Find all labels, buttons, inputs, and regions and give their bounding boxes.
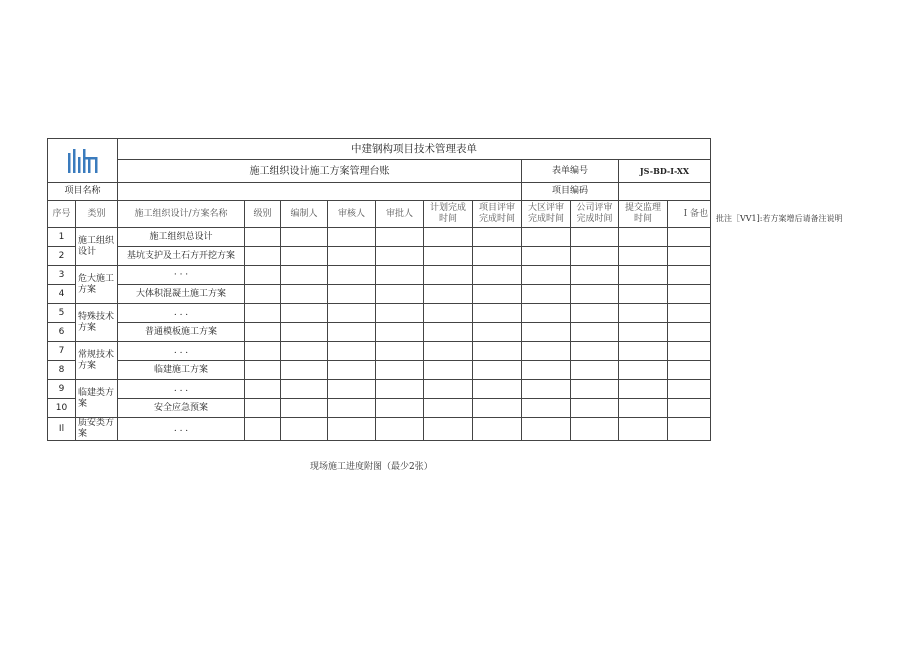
data-cell[interactable] [245,361,281,380]
category-cell: 临建类方案 [76,380,118,418]
data-cell[interactable] [245,418,281,441]
col-header-level: 级别 [245,201,281,228]
form-title: 施工组织设计施工方案管理台账 [118,160,522,183]
col-header-reviewer: 审核人 [328,201,376,228]
data-cell[interactable] [668,361,711,380]
data-cell[interactable] [424,399,473,418]
data-cell[interactable] [522,323,571,342]
data-cell[interactable] [245,304,281,323]
category-cell: 危大施工方案 [76,266,118,304]
row-number: 3 [48,266,76,285]
row-number: 1 [48,228,76,247]
data-cell[interactable] [328,285,376,304]
company-logo-icon [66,147,100,175]
form-table [47,138,711,441]
col-header-author: 编制人 [281,201,328,228]
data-cell[interactable] [522,247,571,266]
table-row [48,418,711,441]
col-header-category: 类别 [76,201,118,228]
data-cell[interactable] [473,228,522,247]
data-cell[interactable] [424,342,473,361]
data-cell[interactable] [668,285,711,304]
data-cell[interactable] [281,342,328,361]
data-cell[interactable] [328,247,376,266]
data-cell[interactable] [281,266,328,285]
data-cell[interactable] [328,361,376,380]
data-cell[interactable] [328,228,376,247]
data-cell[interactable] [473,285,522,304]
data-cell[interactable] [328,304,376,323]
data-cell[interactable] [668,304,711,323]
data-cell[interactable] [619,285,668,304]
row-number: 5 [48,304,76,323]
data-cell[interactable] [522,399,571,418]
table-row [48,399,711,418]
data-cell[interactable] [668,323,711,342]
data-cell[interactable] [424,285,473,304]
data-cell[interactable] [245,247,281,266]
data-cell[interactable] [473,323,522,342]
data-cell[interactable] [376,380,424,399]
data-cell[interactable] [571,399,619,418]
data-cell[interactable] [245,323,281,342]
plan-name: . . . [118,380,245,399]
plan-name: 安全应急预案 [118,399,245,418]
table-row [48,342,711,361]
data-cell[interactable] [522,285,571,304]
data-cell[interactable] [245,342,281,361]
data-cell[interactable] [473,418,522,441]
category-cell: 施工组织设计 [76,228,118,266]
data-cell[interactable] [668,266,711,285]
col-header-planned-date: 计划完成时间 [424,201,473,228]
data-cell[interactable] [668,418,711,441]
row-number: 10 [48,399,76,418]
data-cell[interactable] [619,228,668,247]
data-cell[interactable] [473,304,522,323]
data-cell[interactable] [619,266,668,285]
col-header-company-review: 公司评审完成时间 [571,201,619,228]
data-cell[interactable] [376,304,424,323]
data-cell[interactable] [376,342,424,361]
data-cell[interactable] [376,399,424,418]
management-form [47,138,710,441]
data-cell[interactable] [522,342,571,361]
data-cell[interactable] [376,285,424,304]
data-cell[interactable] [376,323,424,342]
data-cell[interactable] [571,285,619,304]
plan-name: . . . [118,418,245,441]
data-cell[interactable] [424,228,473,247]
data-cell[interactable] [668,228,711,247]
data-cell[interactable] [571,247,619,266]
data-cell[interactable] [245,399,281,418]
project-code-label: 项目编码 [522,183,619,201]
data-cell[interactable] [245,285,281,304]
data-cell[interactable] [473,266,522,285]
col-header-approver: 审批人 [376,201,424,228]
plan-name: 临建施工方案 [118,361,245,380]
data-cell[interactable] [424,304,473,323]
data-cell[interactable] [376,361,424,380]
data-cell[interactable] [619,342,668,361]
data-cell[interactable] [522,418,571,441]
data-cell[interactable] [328,418,376,441]
data-cell[interactable] [473,380,522,399]
side-comment: 批注［VV1]:若方案增后请备注说明 [716,214,843,223]
attachment-caption: 现场施工进度附图（最少2张） [310,462,433,472]
form-no-label: 表单编号 [522,160,619,183]
table-row [48,304,711,323]
col-header-name: 施工组织设计/方案名称 [118,201,245,228]
data-cell[interactable] [281,380,328,399]
data-cell[interactable] [668,342,711,361]
data-cell[interactable] [571,380,619,399]
col-header-region-review: 大区评审完成时间 [522,201,571,228]
data-cell[interactable] [281,399,328,418]
data-cell[interactable] [281,304,328,323]
category-cell: 常规技术方案 [76,342,118,380]
column-header-row [48,201,711,228]
row-number: 8 [48,361,76,380]
data-cell[interactable] [328,342,376,361]
data-cell[interactable] [376,247,424,266]
table-row [48,323,711,342]
form-no-value: JS-BD-I-XX [619,160,711,183]
table-row [48,285,711,304]
project-name-label: 项目名称 [48,183,118,201]
data-cell[interactable] [245,380,281,399]
project-code-value[interactable] [619,183,711,201]
row-number: Il [48,418,76,441]
data-cell[interactable] [245,266,281,285]
data-cell[interactable] [245,228,281,247]
table-row [48,228,711,247]
data-cell[interactable] [281,323,328,342]
plan-name: 基坑支护及土石方开挖方案 [118,247,245,266]
plan-name: . . . [118,304,245,323]
data-cell[interactable] [473,342,522,361]
row-number: 2 [48,247,76,266]
table-row [48,361,711,380]
row-number: 7 [48,342,76,361]
project-name-value[interactable] [118,183,522,201]
data-cell[interactable] [522,304,571,323]
data-cell[interactable] [571,228,619,247]
table-row [48,247,711,266]
data-cell[interactable] [473,247,522,266]
data-cell[interactable] [424,380,473,399]
data-cell[interactable] [619,304,668,323]
data-cell[interactable] [281,247,328,266]
data-cell[interactable] [571,361,619,380]
table-body [48,228,711,441]
col-header-remark: I 备也 [668,201,711,228]
data-cell[interactable] [473,399,522,418]
data-cell[interactable] [376,418,424,441]
data-cell[interactable] [522,228,571,247]
category-cell: 特殊技术方案 [76,304,118,342]
data-cell[interactable] [619,247,668,266]
row-number: 6 [48,323,76,342]
table-row [48,380,711,399]
plan-name: 施工组织总设计 [118,228,245,247]
data-cell[interactable] [376,228,424,247]
col-header-no: 序号 [48,201,76,228]
row-number: 9 [48,380,76,399]
company-title: 中建钢构项目技术管理表单 [118,139,711,160]
data-cell[interactable] [281,228,328,247]
data-cell[interactable] [328,399,376,418]
data-cell[interactable] [281,285,328,304]
data-cell[interactable] [571,304,619,323]
plan-name: 大体积混凝土施工方案 [118,285,245,304]
plan-name: · · · [118,266,245,285]
data-cell[interactable] [424,247,473,266]
data-cell[interactable] [522,380,571,399]
col-header-project-review: 项目评审完成时间 [473,201,522,228]
data-cell[interactable] [473,361,522,380]
data-cell[interactable] [571,342,619,361]
data-cell[interactable] [328,266,376,285]
data-cell[interactable] [424,323,473,342]
data-cell[interactable] [424,418,473,441]
data-cell[interactable] [281,361,328,380]
data-cell[interactable] [522,361,571,380]
data-cell[interactable] [571,266,619,285]
category-cell: 质安类方案 [76,418,118,441]
data-cell[interactable] [571,323,619,342]
data-cell[interactable] [619,418,668,441]
table-row [48,266,711,285]
row-number: 4 [48,285,76,304]
data-cell[interactable] [619,323,668,342]
data-cell[interactable] [668,247,711,266]
data-cell[interactable] [668,399,711,418]
plan-name: . . . [118,342,245,361]
col-header-supervision: 提交监理时间 [619,201,668,228]
data-cell[interactable] [619,399,668,418]
data-cell[interactable] [668,380,711,399]
data-cell[interactable] [522,266,571,285]
data-cell[interactable] [619,380,668,399]
logo-cell [48,139,118,183]
data-cell[interactable] [424,266,473,285]
data-cell[interactable] [328,323,376,342]
plan-name: 普通模板施工方案 [118,323,245,342]
data-cell[interactable] [571,418,619,441]
data-cell[interactable] [281,418,328,441]
data-cell[interactable] [619,361,668,380]
data-cell[interactable] [328,380,376,399]
data-cell[interactable] [376,266,424,285]
data-cell[interactable] [424,361,473,380]
